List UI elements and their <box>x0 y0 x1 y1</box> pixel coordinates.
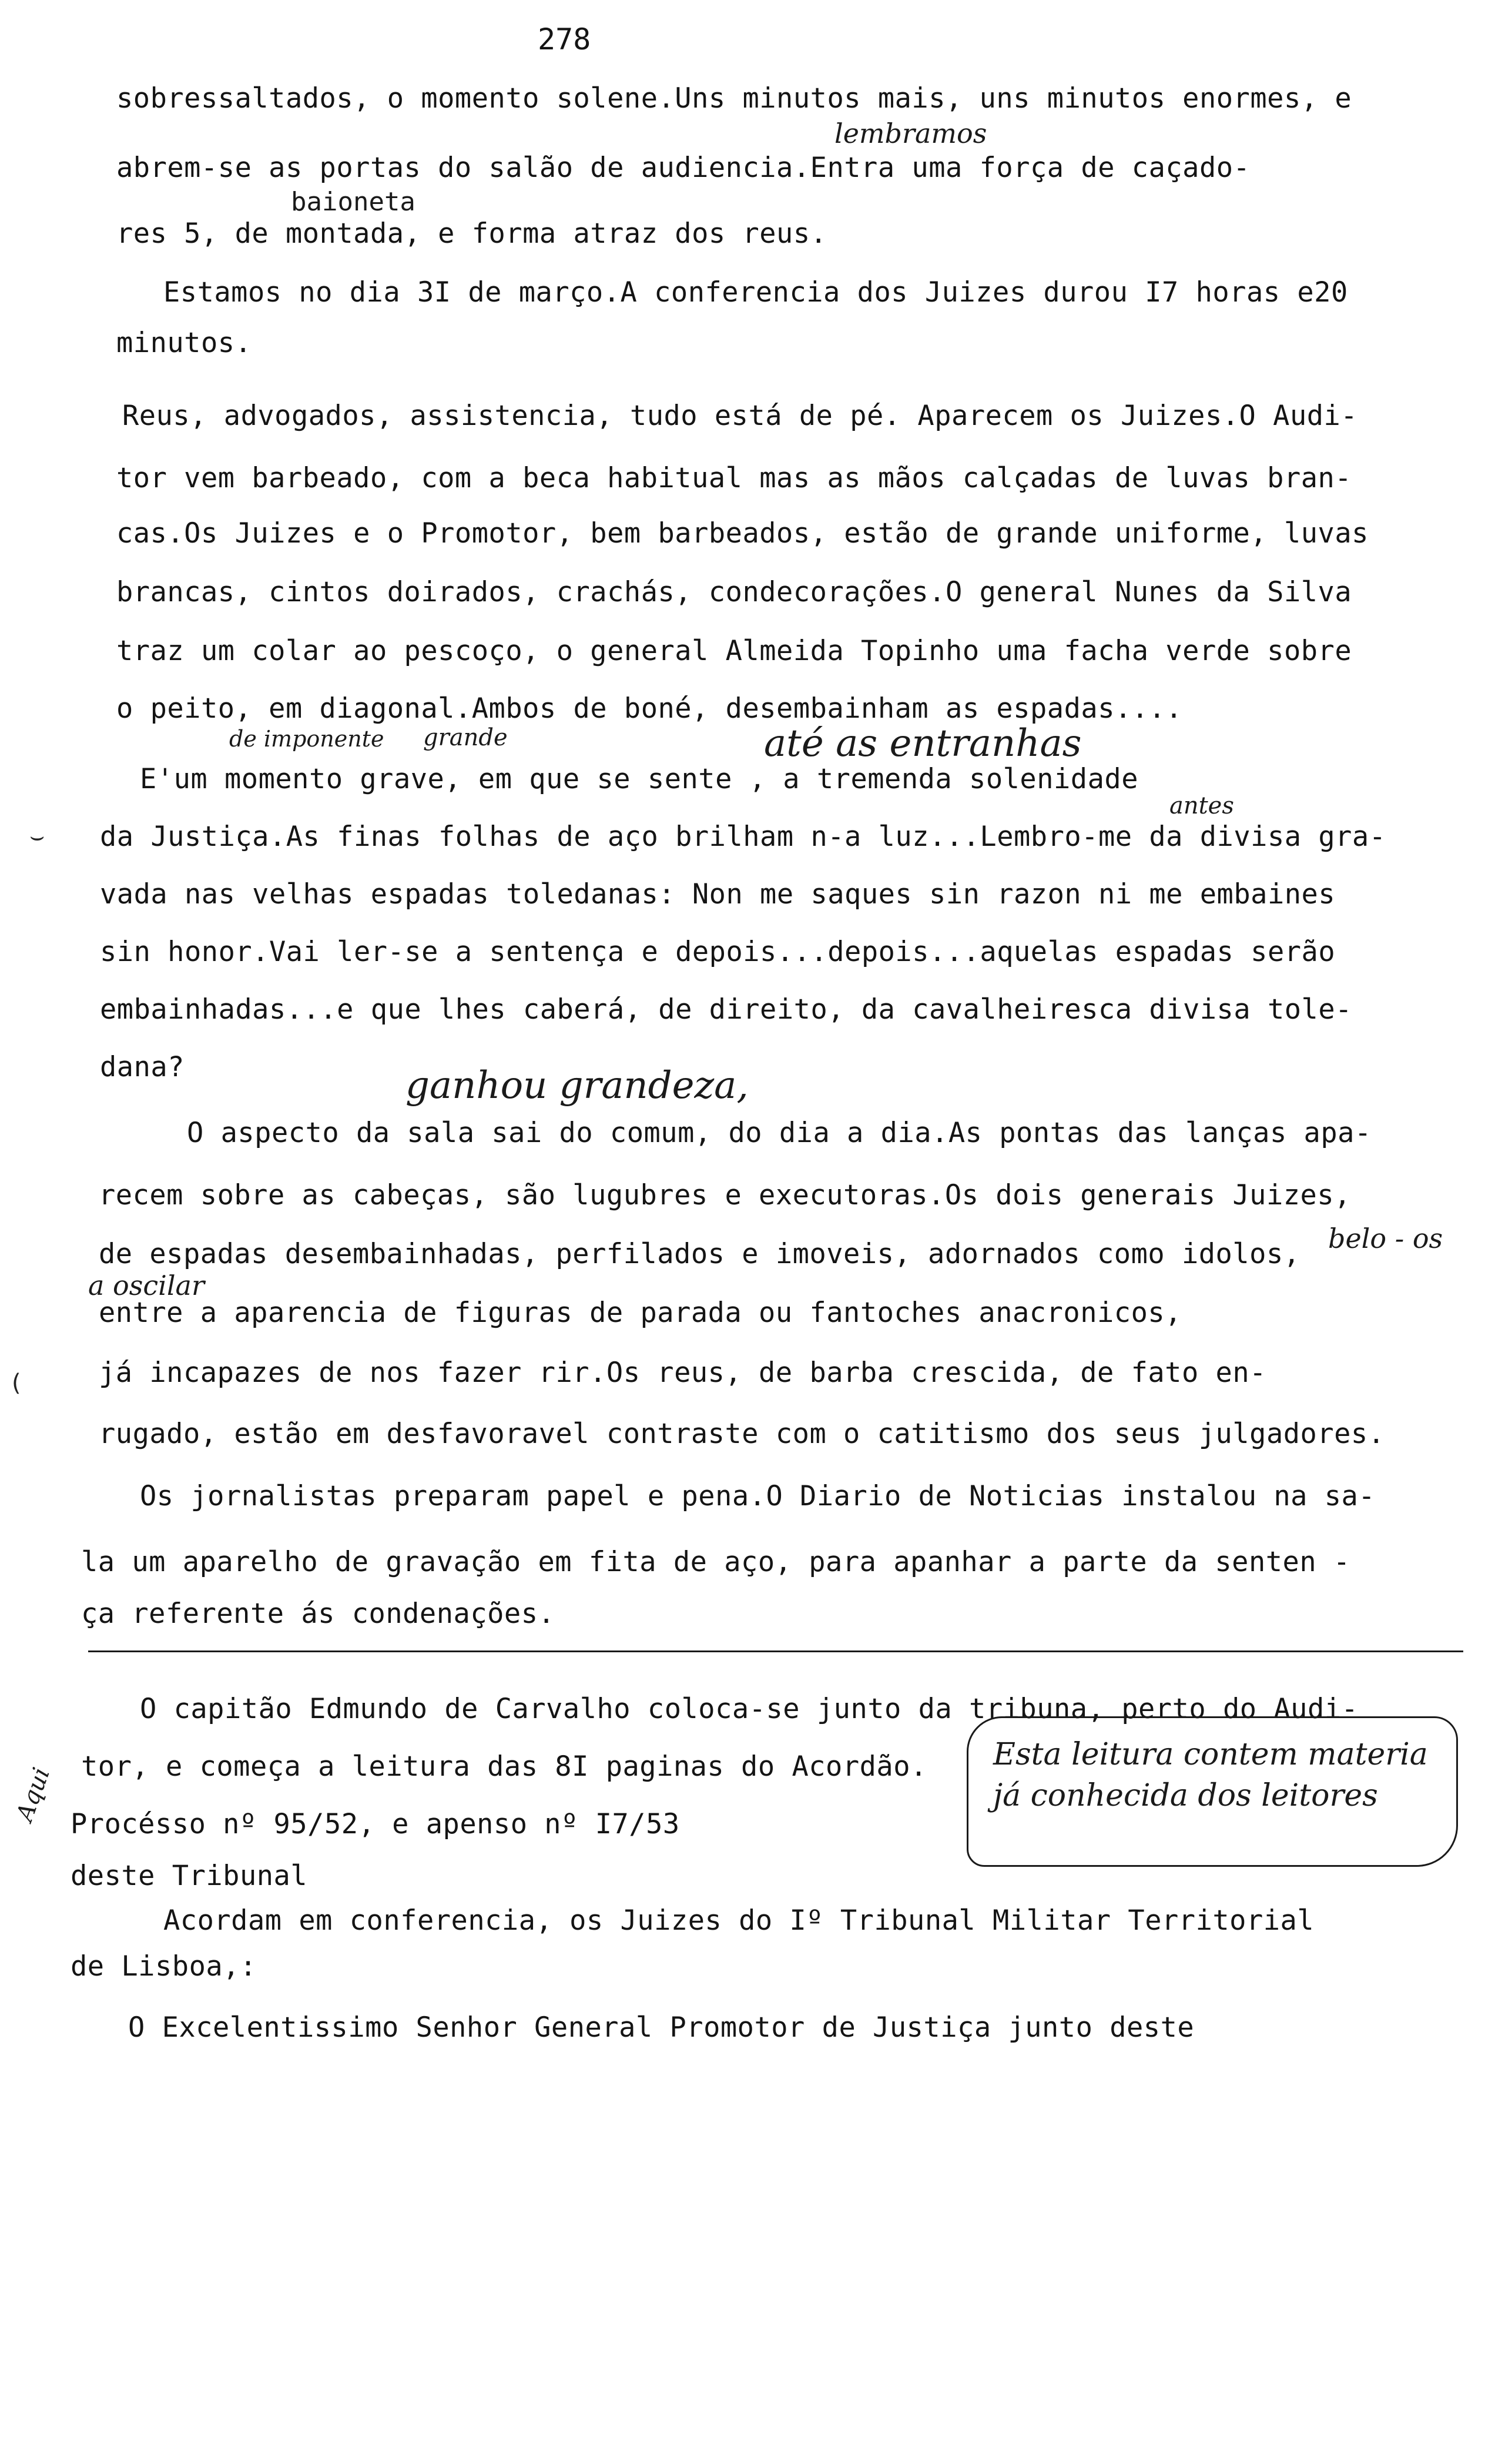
typed-insert-baioneta: baioneta <box>291 187 415 217</box>
text-line: cas.Os Juizes e o Promotor, bem barbeados, estão de grande uniforme, luvas <box>116 517 1369 550</box>
text-line: traz um colar ao pescoço, o general Almeida Topinho uma facha verde sobre <box>116 635 1352 667</box>
handwritten-margin-note: Esta leitura contem materia já conhecida dos leitores <box>993 1737 1428 1813</box>
text-line: brancas, cintos doirados, crachás, condecorações.O general Nunes da Silva <box>116 576 1352 608</box>
handwritten-insert-lembramos: lembramos <box>834 118 987 149</box>
text-line: tor vem barbeado, com a beca habitual mas as mãos calçadas de luvas bran- <box>116 462 1352 494</box>
text-line: O capitão Edmundo de Carvalho coloca-se junto da tribuna, perto do Audi- <box>140 1693 1359 1725</box>
text-line: E'um momento grave, em que se sente , a tremenda solenidade <box>140 763 1138 795</box>
text-line: sin honor.Vai ler-se a sentença e depois...depois...aquelas espadas serão <box>100 936 1336 968</box>
text-line: dana? <box>100 1051 185 1083</box>
text-line: vada nas velhas espadas toledanas: Non me saques sin razon ni me embaines <box>100 878 1336 910</box>
margin-mark: ⌣ <box>29 823 45 850</box>
handwritten-insert-imponente: de imponente <box>229 726 384 752</box>
text-line: Acordam em conferencia, os Juizes do Iº Tribunal Militar Territorial <box>163 1904 1315 1937</box>
text-line: da Justiça.As finas folhas de aço brilham n-a luz...Lembro-me da divisa gra- <box>100 821 1386 853</box>
text-line: Os jornalistas preparam papel e pena.O Diario de Noticias instalou na sa- <box>140 1480 1376 1512</box>
handwritten-insert-belo-os: belo - os <box>1328 1223 1443 1254</box>
text-line: ça referente ás condenações. <box>81 1598 555 1630</box>
text-line: abrem-se as portas do salão de audiencia.Entra uma força de caçado- <box>116 152 1251 184</box>
text-line: de espadas desembainhadas, perfilados e imoveis, adornados como idolos, <box>99 1238 1300 1270</box>
handwritten-insert-ate-as-entranhas: até as entranhas <box>764 722 1082 765</box>
text-line: entre a aparencia de figuras de parada ou fantoches anacronicos, <box>99 1297 1182 1329</box>
handwritten-insert-grande: grande <box>423 724 508 751</box>
text-line: rugado, estão em desfavoravel contraste com o catitismo dos seus julgadores. <box>99 1418 1385 1450</box>
handwritten-left-margin-note: Aqui <box>11 1764 56 1825</box>
text-line: o peito, em diagonal.Ambos de boné, desembainham as espadas.... <box>116 692 1183 725</box>
text-line: O aspecto da sala sai do comum, do dia a dia.As pontas das lanças apa- <box>187 1117 1372 1149</box>
text-line: Reus, advogados, assistencia, tudo está de pé. Aparecem os Juizes.O Audi- <box>122 400 1358 432</box>
horizontal-rule <box>88 1651 1463 1652</box>
margin-mark: ( <box>12 1370 21 1397</box>
text-line: Procésso nº 95/52, e apenso nº I7/53 <box>71 1808 680 1840</box>
text-line: minutos. <box>116 327 252 359</box>
text-line: embainhadas...e que lhes caberá, de direito, da cavalheiresca divisa tole- <box>100 993 1352 1026</box>
handwritten-insert-a-oscilar: a oscilar <box>88 1270 205 1301</box>
text-line: recem sobre as cabeças, são lugubres e executoras.Os dois generais Juizes, <box>99 1179 1351 1211</box>
text-line: tor, e começa a leitura das 8I paginas do Acordão. <box>81 1750 927 1783</box>
text-line: res 5, de montada, e forma atraz dos reus. <box>116 217 827 250</box>
text-line: O Excelentissimo Senhor General Promotor de Justiça junto deste <box>128 2011 1195 2044</box>
handwritten-insert-ganhou-grandeza: ganhou grandeza, <box>405 1064 749 1107</box>
handwritten-insert-antes: antes <box>1169 792 1234 819</box>
page-number: 278 <box>538 22 591 56</box>
text-line: de Lisboa,: <box>71 1950 257 1983</box>
text-line: sobressaltados, o momento solene.Uns minutos mais, uns minutos enormes, e <box>116 82 1352 115</box>
text-line: Estamos no dia 3I de março.A conferencia dos Juizes durou I7 horas e20 <box>163 276 1348 309</box>
text-line: la um aparelho de gravação em fita de aço, para apanhar a parte da senten - <box>81 1546 1350 1578</box>
text-line: deste Tribunal <box>71 1860 308 1892</box>
text-line: já incapazes de nos fazer rir.Os reus, de barba crescida, de fato en- <box>99 1357 1266 1389</box>
